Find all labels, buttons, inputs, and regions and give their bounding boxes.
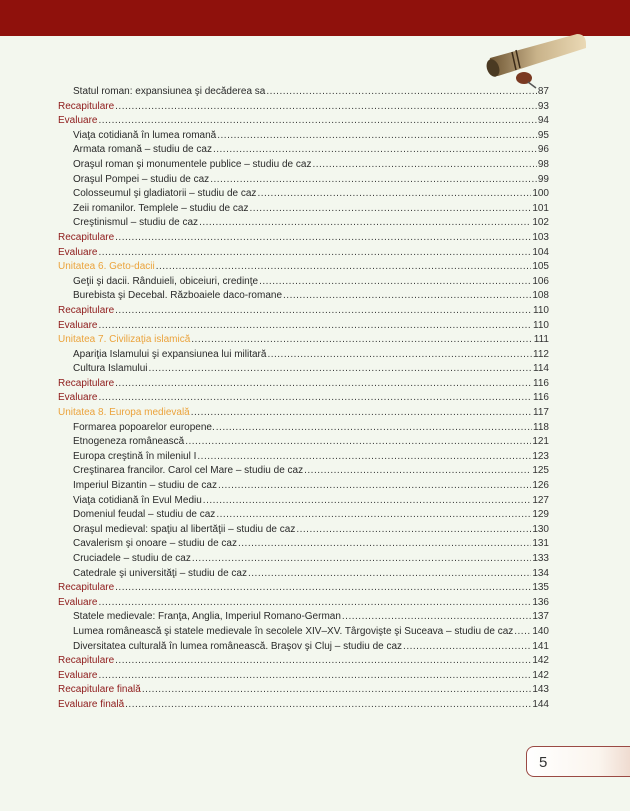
toc-entry-page: 131	[532, 538, 549, 550]
dot-leader	[142, 683, 531, 698]
toc-entry-page: 126	[532, 480, 549, 492]
scroll-illustration-icon	[482, 28, 592, 90]
toc-entry[interactable]	[58, 406, 549, 421]
dot-leader	[213, 143, 537, 158]
dot-leader	[115, 654, 531, 669]
toc-entry-title: Oraşul medieval: spaţiu al libertăţii – studiu de caz	[73, 523, 296, 535]
toc-entry-title: Creştinarea francilor. Carol cel Mare – studiu de caz	[73, 465, 304, 477]
toc-entry-page: 127	[532, 494, 549, 506]
toc-entry-title: Imperiul Bizantin – studiu de caz	[73, 480, 217, 492]
toc-entry-page: 110	[533, 319, 549, 331]
toc-entry-page: 101	[532, 202, 549, 214]
toc-entry[interactable]	[58, 654, 549, 669]
toc-entry-title: Statele medievale: Franţa, Anglia, Imperiul Romano-German	[73, 611, 341, 623]
toc-entry-title: Recapitulare	[58, 582, 115, 594]
toc-entry[interactable]	[58, 85, 549, 100]
toc-entry-title: Europa creştină în mileniul I	[73, 450, 197, 462]
dot-leader	[217, 129, 537, 144]
toc-entry-page: 106	[532, 275, 549, 287]
toc-entry[interactable]	[58, 669, 549, 684]
toc-entry-title: Recapitulare finală	[58, 684, 141, 696]
dot-leader	[115, 581, 531, 596]
dot-leader	[296, 523, 531, 538]
dot-leader	[403, 640, 531, 655]
toc-entry-title: Creştinismul – studiu de caz	[73, 217, 199, 229]
toc-entry[interactable]	[58, 596, 549, 611]
dot-leader	[267, 348, 532, 363]
toc-entry[interactable]	[58, 202, 549, 217]
dot-leader	[115, 377, 532, 392]
toc-entry-page: 112	[533, 348, 549, 360]
toc-entry-title: Burebista şi Decebal. Războaiele daco-romane	[73, 290, 283, 302]
dot-leader	[248, 567, 531, 582]
dot-leader	[203, 494, 532, 509]
toc-entry-title: Recapitulare	[58, 231, 115, 243]
toc-entry[interactable]	[58, 552, 549, 567]
toc-entry-title: Zeii romanilor. Templele – studiu de caz	[73, 202, 249, 214]
toc-entry-page: 142	[532, 669, 549, 681]
toc-entry[interactable]	[58, 216, 549, 231]
toc-entry-title: Cultura Islamului	[73, 363, 148, 375]
toc-entry[interactable]	[58, 391, 549, 406]
toc-entry[interactable]	[58, 260, 549, 275]
dot-leader	[98, 246, 531, 261]
dot-leader	[98, 319, 532, 334]
toc-entry[interactable]	[58, 114, 549, 129]
toc-entry-page: 94	[537, 115, 549, 127]
dot-leader	[125, 698, 531, 713]
dot-leader	[115, 100, 537, 115]
dot-leader	[191, 333, 533, 348]
toc-entry-title: Recapitulare	[58, 304, 115, 316]
toc-entry[interactable]	[58, 508, 549, 523]
toc-entry-page: 137	[532, 611, 549, 623]
dot-leader	[259, 275, 531, 290]
toc-entry[interactable]	[58, 464, 549, 479]
toc-entry[interactable]	[58, 275, 549, 290]
toc-entry-page: 135	[532, 582, 549, 594]
toc-entry-title: Lumea românească şi statele medievale în secolele XIV–XV. Târgovişte şi Suceava – studiu de caz	[73, 625, 514, 637]
toc-entry[interactable]	[58, 246, 549, 261]
toc-entry-title: Evaluare	[58, 596, 98, 608]
toc-entry[interactable]	[58, 698, 549, 713]
toc-entry-page: 103	[532, 231, 549, 243]
dot-leader	[197, 450, 531, 465]
toc-entry[interactable]	[58, 158, 549, 173]
toc-entry-page: 114	[533, 363, 549, 375]
toc-entry-page: 129	[532, 509, 549, 521]
toc-entry[interactable]	[58, 537, 549, 552]
dot-leader	[238, 537, 531, 552]
dot-leader	[192, 552, 531, 567]
toc-entry[interactable]	[58, 683, 549, 698]
toc-entry-page: 142	[532, 655, 549, 667]
toc-entry[interactable]	[58, 362, 549, 377]
dot-leader	[148, 362, 532, 377]
toc-entry-page: 95	[537, 129, 549, 141]
toc-entry-page: 133	[532, 553, 549, 564]
toc-entry-page: 100	[532, 188, 549, 200]
dot-leader	[283, 289, 531, 304]
dot-leader	[115, 231, 531, 246]
toc-entry-title: Armata romană – studiu de caz	[73, 144, 212, 156]
toc-entry-page: 116	[533, 392, 549, 404]
page-number: 5	[526, 746, 630, 777]
dot-leader	[98, 114, 536, 129]
dot-leader	[115, 304, 532, 319]
toc-entry-page: 105	[532, 261, 549, 273]
dot-leader	[514, 625, 531, 640]
toc-entry-page: 121	[532, 436, 549, 448]
toc-entry-page: 102	[532, 217, 549, 229]
toc-entry-page: 134	[532, 567, 549, 579]
toc-entry-page: 111	[533, 334, 549, 346]
toc-entry-title: Formarea popoarelor europene.	[73, 421, 215, 433]
dot-leader	[342, 610, 531, 625]
toc-entry[interactable]	[58, 129, 549, 144]
toc-entry-page: 143	[532, 684, 549, 696]
toc-entry-title: Cruciadele – studiu de caz	[73, 553, 191, 564]
toc-entry[interactable]	[58, 610, 549, 625]
toc-entry-page: 144	[532, 698, 549, 710]
toc-entry-page: 108	[532, 290, 549, 302]
toc-entry-page: 99	[537, 173, 549, 185]
toc-entry-title: Domeniul feudal – studiu de caz	[73, 509, 216, 521]
toc-entry[interactable]	[58, 479, 549, 494]
dot-leader	[98, 669, 531, 684]
dot-leader	[98, 391, 532, 406]
toc-entry-title: Unitatea 8. Europa medievală	[58, 407, 190, 419]
toc-entry[interactable]	[58, 319, 549, 334]
dot-leader	[266, 85, 537, 100]
dot-leader	[304, 464, 531, 479]
dot-leader	[257, 187, 531, 202]
toc-entry-title: Evaluare	[58, 115, 98, 127]
toc-entry-title: Evaluare	[58, 392, 98, 404]
toc-entry[interactable]	[58, 173, 549, 188]
dot-leader	[199, 216, 531, 231]
toc-entry-page: 116	[533, 377, 549, 389]
toc-entry-title: Diversitatea culturală în lumea românească. Braşov şi Cluj – studiu de caz	[73, 640, 403, 652]
toc-entry-title: Apariţia Islamului şi expansiunea lui militară	[73, 348, 267, 360]
toc-entry-title: Oraşul Pompei – studiu de caz	[73, 173, 210, 185]
dot-leader	[185, 435, 531, 450]
toc-entry-title: Unitatea 6. Geto-dacii	[58, 261, 155, 273]
dot-leader	[216, 421, 532, 436]
toc-entry[interactable]	[58, 421, 549, 436]
toc-entry[interactable]	[58, 523, 549, 538]
dot-leader	[191, 406, 532, 421]
dot-leader	[156, 260, 532, 275]
dot-leader	[249, 202, 531, 217]
toc-entry-title: Viaţa cotidiană în lumea romană	[73, 129, 217, 141]
toc-entry-title: Statul roman: expansiunea şi decăderea sa	[73, 86, 266, 97]
toc-entry-title: Etnogeneza românească	[73, 436, 185, 448]
toc-entry-page: 98	[537, 158, 549, 170]
toc-entry[interactable]	[58, 289, 549, 304]
dot-leader	[218, 479, 531, 494]
toc-entry-title: Cavalerism şi onoare – studiu de caz	[73, 538, 237, 550]
toc-entry[interactable]	[58, 187, 549, 202]
toc-entry-title: Evaluare finală	[58, 698, 125, 710]
toc-entry-page: 130	[532, 523, 549, 535]
toc-entry-title: Recapitulare	[58, 377, 115, 389]
toc-entry-page: 118	[533, 421, 549, 433]
toc-entry-title: Recapitulare	[58, 655, 115, 667]
toc-entry[interactable]	[58, 100, 549, 115]
dot-leader	[210, 173, 537, 188]
toc-entry-page: 123	[532, 450, 549, 462]
toc-entry-title: Oraşul roman şi monumentele publice – studiu de caz	[73, 158, 312, 170]
toc-entry-page: 125	[532, 465, 549, 477]
toc-entry-page: 141	[532, 640, 549, 652]
toc-entry[interactable]	[58, 581, 549, 596]
toc-entry-page: 110	[533, 304, 549, 316]
toc-entry-title: Unitatea 7. Civilizaţia islamică	[58, 334, 191, 346]
dot-leader	[312, 158, 536, 173]
toc-entry[interactable]	[58, 494, 549, 509]
toc-entry[interactable]	[58, 231, 549, 246]
toc-entry-page: 140	[532, 625, 549, 637]
toc-entry-title: Recapitulare	[58, 100, 115, 112]
toc-entry-page: 93	[537, 100, 549, 112]
toc-entry-title: Geţii şi dacii. Rânduieli, obiceiuri, credinţe	[73, 275, 259, 287]
toc-entry[interactable]	[58, 333, 549, 348]
toc-entry[interactable]	[58, 567, 549, 582]
toc-entry[interactable]	[58, 304, 549, 319]
toc-entry[interactable]	[58, 435, 549, 450]
table-of-contents	[58, 85, 549, 713]
toc-entry-title: Evaluare	[58, 246, 98, 258]
toc-entry-page: 117	[533, 407, 549, 419]
toc-entry-page: 87	[537, 86, 549, 97]
toc-entry-title: Viaţa cotidiană în Evul Mediu	[73, 494, 202, 506]
dot-leader	[98, 596, 531, 611]
toc-entry-title: Evaluare	[58, 319, 98, 331]
toc-entry-page: 136	[532, 596, 549, 608]
toc-entry[interactable]	[58, 640, 549, 655]
toc-entry-page: 104	[532, 246, 549, 258]
toc-entry[interactable]	[58, 625, 549, 640]
dot-leader	[216, 508, 531, 523]
toc-entry-title: Colosseumul şi gladiatorii – studiu de caz	[73, 188, 257, 200]
toc-entry[interactable]	[58, 348, 549, 363]
toc-entry[interactable]	[58, 143, 549, 158]
toc-entry[interactable]	[58, 377, 549, 392]
toc-entry[interactable]	[58, 450, 549, 465]
toc-entry-title: Evaluare	[58, 669, 98, 681]
toc-entry-title: Catedrale şi universităţi – studiu de caz	[73, 567, 247, 579]
toc-entry-page: 96	[537, 144, 549, 156]
